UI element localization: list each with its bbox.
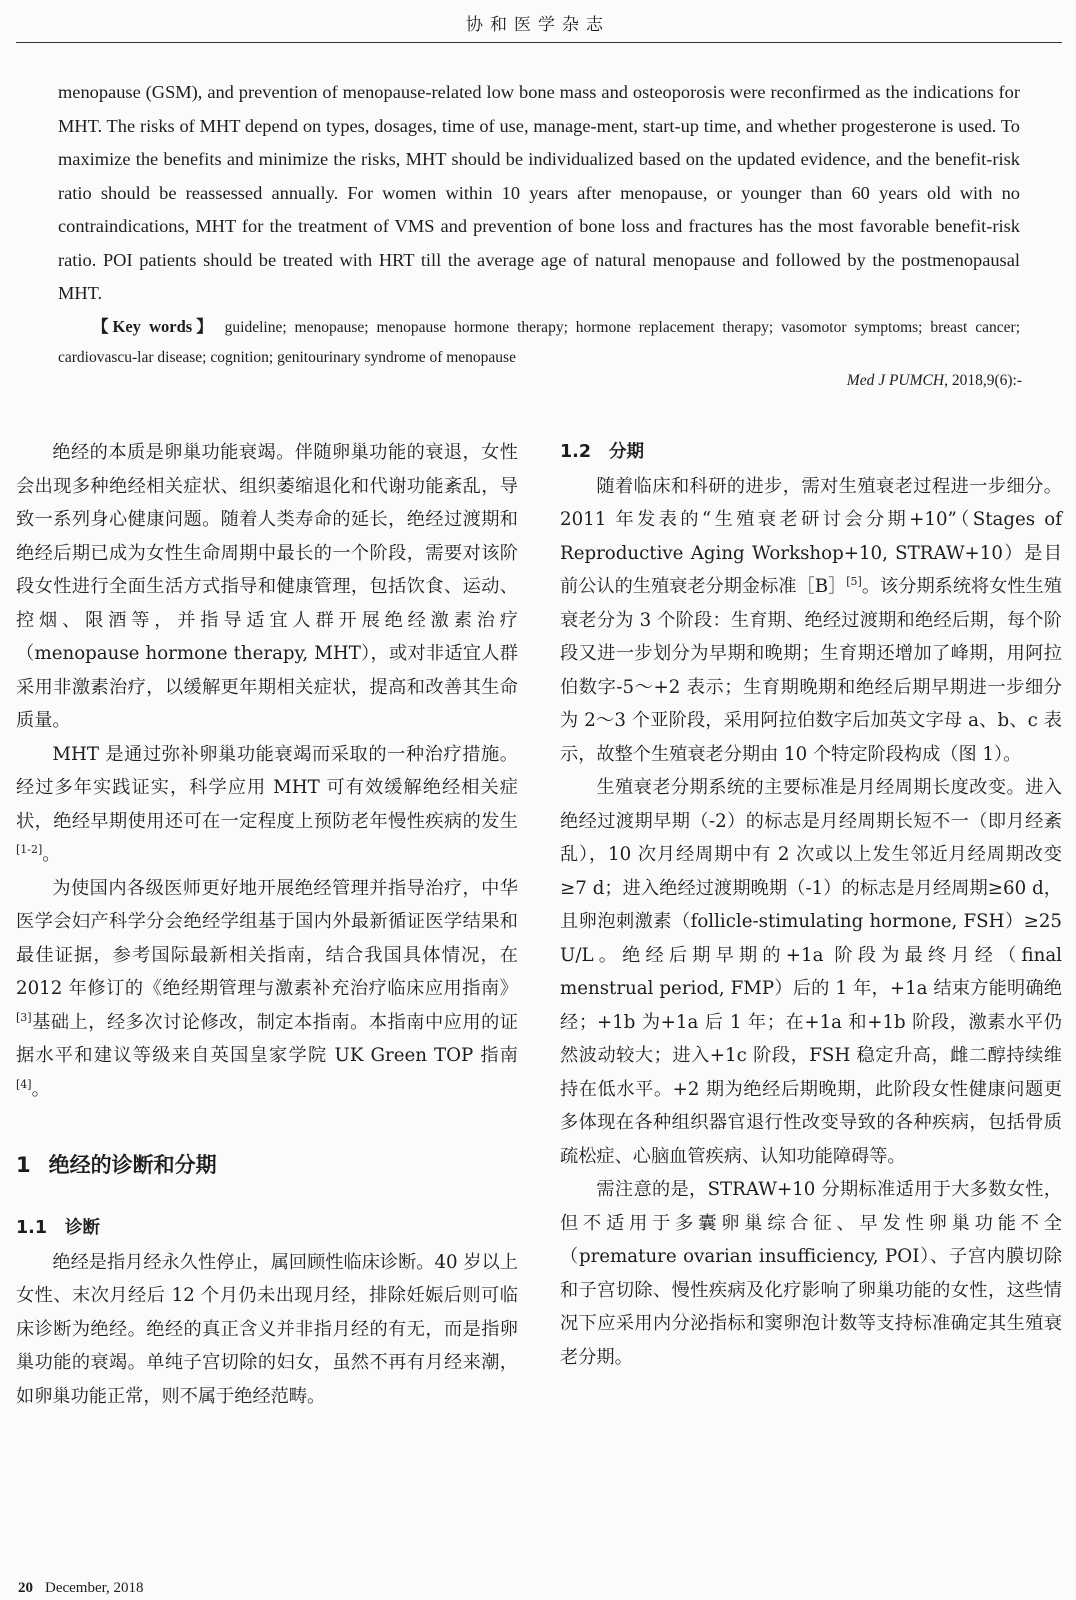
header-rule	[16, 42, 1062, 43]
page-footer	[18, 1580, 144, 1597]
citation-journal: Med J PUMCH	[846, 372, 945, 389]
subsection-heading: 1.1 诊断	[16, 1218, 101, 1238]
left-column	[16, 436, 518, 1413]
page-number: 20	[18, 1580, 33, 1596]
paragraph: MHT 是通过弥补卵巢功能衰竭而采取的一种治疗措施。经过多年实践证实，科学应用 MHT 可有效缓解绝经相关症状，绝经早期使用还可在一定程度上预防老年慢性疾病的发生[1-2]。	[16, 743, 518, 865]
abstract-block	[58, 76, 1020, 311]
subsection-heading: 1.2 分期	[560, 442, 645, 462]
paragraph: 为使国内各级医师更好地开展绝经管理并指导治疗，中华医学会妇产科学分会绝经学组基于国内外最新循证医学结果和最佳证据，参考国际最新相关指南，结合我国具体情况，在 2012 年修订的《绝经期管理与激素补充治疗临床应用指南》[3]基础上，经多次讨论修改，制定本指南。本指南中应用的证据水平和建议等级来自英国皇家学院 UK Green TOP 指南[4]。	[16, 877, 518, 1100]
right-column	[560, 436, 1062, 1374]
abstract-text: menopause (GSM), and prevention of menopause-related low bone mass and osteoporosis were reconfirmed as the indications for MHT. The risks of MHT depend on types, dosages, time of use, manage-ment, start-up time, and whether progesterone is used. To maximize the benefits and minimize the risks, MHT should be individualized based on the updated evidence, and the benefit-risk ratio should be reassessed annually. For women within 10 years after menopause, or younger than 60 years old with no contraindications, MHT for the treatment of VMS and prevention of bone loss and fractures has the most favorable benefit-risk ratio. POI patients should be treated with HRT till the average age of natural menopause and followed by the postmenopausal MHT.	[58, 82, 1020, 303]
reference-marker: [1-2]	[16, 843, 43, 856]
paragraph: 需注意的是，STRAW+10 分期标准适用于大多数女性，但不适用于多囊卵巢综合征、早发性卵巢功能不全（premature ovarian insufficiency, POI）、子宫内膜切除和子宫切除、慢性疾病及化疗影响了卵巢功能的女性，这些情况下应采用内分泌指标和窦卵泡计数等支持标准确定其生殖衰老分期。	[560, 1179, 1062, 1368]
keywords-text: guideline; menopause; menopause hormone therapy; hormone replacement therapy; vasomotor symptoms; breast cancer; cardiovascu-lar disease; cognition; genitourinary syndrome of menopause	[58, 319, 1021, 366]
section-heading: 1 绝经的诊断和分期	[16, 1153, 217, 1177]
citation	[847, 372, 1022, 390]
running-header: 协和医学杂志	[466, 15, 610, 35]
issue-date: December, 2018	[45, 1580, 144, 1596]
paragraph: 绝经的本质是卵巢功能衰竭。伴随卵巢功能的衰退，女性会出现多种绝经相关症状、组织萎缩退化和代谢功能紊乱，导致一系列身心健康问题。随着人类寿命的延长，绝经过渡期和绝经后期已成为女性生命周期中最长的一个阶段，需要对该阶段女性进行全面生活方式指导和健康管理，包括饮食、运动、控烟、限酒等，并指导适宜人群开展绝经激素治疗（menopause hormone therapy, MHT），或对非适宜人群采用非激素治疗，以缓解更年期相关症状，提高和改善其生命质量。	[16, 442, 518, 731]
citation-details: , 2018,9(6):-	[944, 372, 1022, 389]
reference-marker: [4]	[16, 1077, 32, 1091]
paragraph: 生殖衰老分期系统的主要标准是月经周期长度改变。进入绝经过渡期早期（-2）的标志是月经周期长短不一（即月经紊乱），10 次月经周期中有 2 次或以上发生邻近月经周期改变≥7 d；进入绝经过渡期晚期（-1）的标志是月经周期≥60 d，且卵泡刺激素（follicle-stimulating hormone, FSH）≥25 U/L。绝经后期早期的+1a 阶段为最终月经（final menstrual period, FMP）后的 1 年，+1a 结束方能明确绝经；+1b 为+1a 后 1 年；在+1a 和+1b 阶段，激素水平仍然波动较大；进入+1c 阶段，FSH 稳定升高，雌二醇持续维持在低水平。+2 期为绝经后期晚期，此阶段女性健康问题更多体现在各种组织器官退行性改变导致的各种疾病，包括骨质疏松症、心脑血管疾病、认知功能障碍等。	[560, 777, 1062, 1167]
keywords-label: 【Key words】	[92, 317, 217, 336]
keywords-block	[58, 312, 1020, 373]
paragraph: 绝经是指月经永久性停止，属回顾性临床诊断。40 岁以上女性、末次月经后 12 个月仍未出现月经，排除妊娠后则可临床诊断为绝经。绝经的真正含义并非指月经的有无，而是指卵巢功能的衰竭。单纯子宫切除的妇女，虽然不再有月经来潮，如卵巢功能正常，则不属于绝经范畴。	[16, 1251, 518, 1407]
reference-marker: [3]	[16, 1010, 32, 1024]
reference-marker: [5]	[846, 575, 862, 588]
paragraph: 随着临床和科研的进步，需对生殖衰老过程进一步细分。2011 年发表的“生殖衰老研讨会分期+10”（Stages of Reproductive Aging Workshop+10, STRAW+10）是目前公认的生殖衰老分期金标准［B］[5]。该分期系统将女性生殖衰老分为 3 个阶段：生育期、绝经过渡期和绝经后期，每个阶段又进一步划分为早期和晚期；生育期还增加了峰期，用阿拉伯数字-5～+2 表示；生育期晚期和绝经后期早期进一步细分为 2～3 个亚阶段，采用阿拉伯数字后加英文字母 a、b、c 表示，故整个生殖衰老分期由 10 个特定阶段构成（图 1）。	[560, 475, 1062, 765]
